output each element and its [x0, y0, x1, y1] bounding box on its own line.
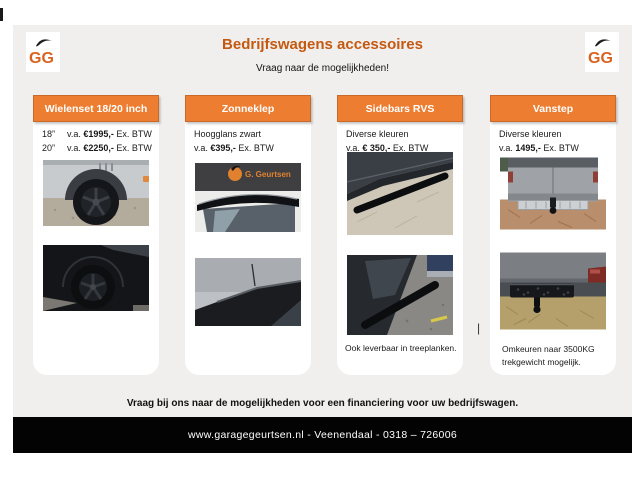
page-subtitle: Vraag naar de mogelijkheden!	[255, 63, 390, 74]
logo-letters: GG	[29, 50, 54, 67]
photo-visor-front	[195, 163, 301, 232]
price-prefix: v.a.	[346, 142, 360, 153]
product-desc: Diverse kleuren	[499, 129, 562, 139]
price-suffix: Ex. BTW	[116, 129, 152, 139]
photo-vanstep-checker	[500, 252, 606, 330]
photo-vanstep-alu	[500, 157, 606, 230]
price-row	[499, 142, 613, 156]
zonneklep-prices	[194, 128, 308, 155]
contact-footer-bar	[13, 417, 632, 453]
price-value: €395,-	[210, 142, 236, 153]
photo-sidebar-light	[347, 152, 453, 235]
price-suffix: Ex. BTW	[238, 142, 274, 153]
wielenset-prices	[42, 128, 156, 155]
card-header-zonneklep: Zonneklep	[185, 95, 311, 122]
price-prefix: v.a.	[67, 129, 81, 139]
card-zonneklep	[185, 95, 311, 375]
card-header-wielenset: Wielenset 18/20 inch	[33, 95, 159, 122]
logo-letters: GG	[588, 50, 613, 67]
product-desc: Hoogglans zwart	[194, 129, 262, 139]
price-row-18inch	[42, 128, 156, 142]
price-row-20inch	[42, 142, 156, 156]
contact-footer-text: www.garagegeurtsen.nl - Veenendaal - 0318 – 726006	[188, 429, 457, 441]
page-title: Bedrijfswagens accessoires	[222, 36, 423, 53]
price-suffix: Ex. BTW	[392, 142, 429, 153]
vanstep-caption: Omkeuren naar 3500KG trekgewicht mogelijk.	[502, 344, 595, 368]
photo-wheel-black-van	[43, 245, 149, 311]
price-suffix: Ex. BTW	[116, 142, 152, 153]
price-value: € 350,-	[362, 142, 391, 153]
page-corner-mark	[0, 8, 3, 21]
card-header-vanstep: Vanstep	[490, 95, 616, 122]
card-wielenset	[33, 95, 159, 375]
photo-wheel-grey-van	[43, 160, 149, 226]
price-row	[194, 142, 308, 156]
card-header-sidebars: Sidebars RVS	[337, 95, 463, 122]
financing-note: Vraag bij ons naar de mogelijkheden voor een financiering voor uw bedrijfswagen.	[126, 398, 519, 409]
wheel-size: 20”	[42, 142, 56, 153]
price-prefix: v.a.	[499, 142, 513, 153]
text-cursor-mark: |	[477, 321, 481, 335]
price-suffix: Ex. BTW	[543, 142, 579, 153]
card-vanstep	[490, 95, 616, 375]
price-prefix: v.a.	[67, 142, 81, 153]
vanstep-prices	[499, 128, 613, 155]
price-value: €1995,-	[83, 129, 114, 139]
photo-sidebar-dark	[347, 255, 453, 335]
product-desc: Diverse kleuren	[346, 129, 409, 139]
flyer-panel	[13, 25, 632, 417]
price-value: €2250,-	[83, 142, 114, 153]
price-value: 1495,-	[515, 142, 541, 153]
wheel-size: 18”	[42, 129, 56, 139]
price-prefix: v.a.	[194, 142, 208, 153]
sidebars-caption: Ook leverbaar in treeplanken.	[345, 343, 457, 353]
card-sidebars	[337, 95, 463, 375]
photo-visor-roof	[195, 258, 301, 326]
sidebars-prices	[346, 128, 460, 155]
sign-text: G. Geurtsen	[245, 170, 291, 179]
